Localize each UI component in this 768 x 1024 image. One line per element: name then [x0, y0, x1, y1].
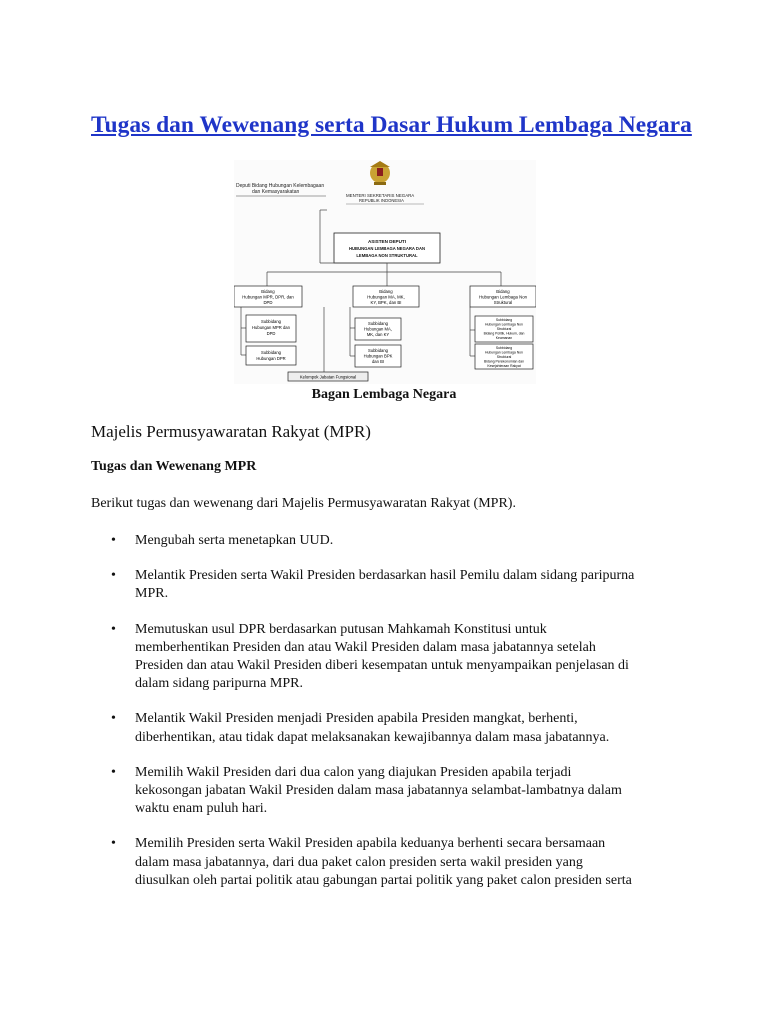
- bidang-1-line3: DPD: [263, 300, 273, 305]
- list-item: [91, 621, 691, 694]
- bidang-3-line3: Struktural: [493, 300, 513, 305]
- header-right-line1: MENTERI SEKRETARIS NEGARA: [346, 193, 415, 198]
- header-left-line2: dan Kemasyarakatan: [252, 189, 300, 195]
- sub-1-2-line1: Subbidang: [260, 350, 282, 355]
- bidang-3-line1: Bidang: [496, 289, 510, 294]
- sub-2-1-line2: Hubungan MA,: [364, 326, 392, 332]
- list-item: [91, 710, 691, 746]
- sub-3-1-line5: Keamanan: [495, 336, 513, 340]
- bidang-2-line2: Hubungan MA, MK,: [367, 294, 405, 300]
- list-item: [91, 567, 691, 603]
- header-left-line1: Deputi Bidang Hubungan Kelembagaan: [236, 183, 325, 189]
- bullet-icon: •: [111, 764, 116, 780]
- sub-2-2-line3: dan BI: [371, 359, 385, 364]
- item-line: diusulkan oleh partai politik atau gabungan partai politik yang paket calon presiden serta: [135, 872, 632, 888]
- duties-list: [91, 532, 691, 890]
- sub-3-1-line4: Bidang Politik, Hukum, dan: [483, 331, 525, 336]
- item-line: Memilih Presiden serta Wakil Presiden apabila keduanya berhenti secara bersamaan: [135, 836, 606, 852]
- sub-2-2-line2: Hubungan BPK: [363, 353, 393, 359]
- bidang-1-line1: Bidang: [261, 289, 275, 294]
- item-line: Presiden dan atau Wakil Presiden diberi kesempatan untuk menyampaikan penjelasan di: [135, 658, 629, 674]
- org-chart-svg: [234, 160, 536, 384]
- sub-2-1-line3: MK, dan KY: [366, 332, 390, 337]
- sub-2-1-line1: Subbidang: [367, 321, 389, 326]
- sub-3-2-line2: Hubungan Lembaga Non: [485, 350, 523, 355]
- item-line: Memutuskan usul DPR berdasarkan putusan Mahkamah Konstitusi untuk: [135, 621, 547, 637]
- sub-3-2-line5: Kesejahteraan Rakyat: [487, 364, 521, 368]
- bidang-2-line3: KY, BPK, dan BI: [370, 300, 402, 305]
- item-line: Melantik Presiden serta Wakil Presiden berdasarkan hasil Pemilu dalam sidang paripurna: [135, 568, 635, 584]
- intro-paragraph: Berikut tugas dan wewenang dari Majelis Permusyawaratan Rakyat (MPR).: [91, 496, 516, 511]
- header-right-line2: REPUBLIK INDONESIA: [359, 198, 404, 203]
- item-line: memberhentikan Presiden dan atau Wakil Presiden dalam masa jabatannya setelah: [135, 639, 596, 655]
- bidang-1-line2: Hubungan MPR, DPR, dan: [242, 294, 294, 300]
- item-line: dalam sidang paripurna MPR.: [135, 676, 303, 692]
- sub-1-2-line2: Hubungan DPR: [256, 356, 286, 361]
- item-line: MPR.: [135, 586, 169, 602]
- item-line: waktu enam puluh hari.: [135, 801, 268, 817]
- bullet-icon: •: [111, 533, 116, 548]
- list-item: [91, 764, 691, 819]
- sub-3-1-line1: Subbidang: [495, 318, 513, 322]
- sub-2-2-line1: Subbidang: [367, 348, 389, 353]
- sub-3-2-line4: Bidang Perekonomian dan: [484, 359, 524, 364]
- bullet-icon: •: [111, 711, 116, 727]
- sub-3-1-line3: Struktural: [496, 327, 512, 331]
- bullet-icon: •: [111, 836, 116, 852]
- item-line: diberhentikan, atau tidak dapat melaksanakan kewajibannya dalam masa jabatannya.: [135, 729, 610, 745]
- asisten-line2: HUBUNGAN LEMBAGA NEGARA DAN: [349, 246, 425, 251]
- bidang-2-line1: Bidang: [379, 289, 393, 294]
- kelompok-jabatan-label: Kelompok Jabatan Fungsional: [299, 374, 357, 380]
- subsection-title: Tugas dan Wewenang MPR: [91, 459, 257, 474]
- asisten-line1: ASISTEN DEPUTI: [367, 239, 407, 244]
- sub-1-1-line3: DPD: [266, 331, 276, 336]
- sub-3-2-line3: Struktural: [496, 355, 512, 359]
- asisten-line3: LEMBAGA NON STRUKTURAL: [356, 253, 418, 258]
- bullet-icon: •: [111, 568, 116, 584]
- page-title[interactable]: Tugas dan Wewenang serta Dasar Hukum Lembaga Negara: [91, 112, 692, 138]
- figure-caption: Bagan Lembaga Negara: [311, 387, 457, 402]
- item-line: dalam masa jabatannya, dari dua paket calon presiden serta wakil presiden yang: [135, 854, 583, 870]
- section-title: Majelis Permusyawaratan Rakyat (MPR): [91, 422, 371, 441]
- sub-3-2-line1: Subbidang: [495, 346, 513, 350]
- item-line: Memilih Wakil Presiden dari dua calon yang diajukan Presiden apabila terjadi: [135, 764, 572, 780]
- item-line: Mengubah serta menetapkan UUD.: [135, 533, 334, 548]
- item-line: kekosongan jabatan Wakil Presiden dalam masa jabatannya selambat-lambatnya dalam: [135, 783, 622, 799]
- org-chart-figure: [234, 160, 536, 384]
- bidang-3-line2: Hubungan Lembaga Non: [478, 294, 528, 300]
- item-line: Melantik Wakil Presiden menjadi Presiden apabila Presiden mangkat, berhenti,: [135, 711, 578, 727]
- list-item: [91, 835, 691, 890]
- bullet-icon: •: [111, 621, 116, 637]
- sub-3-1-line2: Hubungan Lembaga Non: [485, 322, 523, 327]
- sub-1-1-line2: Hubungan MPR dan: [252, 325, 290, 330]
- sub-1-1-line1: Subbidang: [260, 319, 282, 324]
- list-item: [91, 532, 691, 550]
